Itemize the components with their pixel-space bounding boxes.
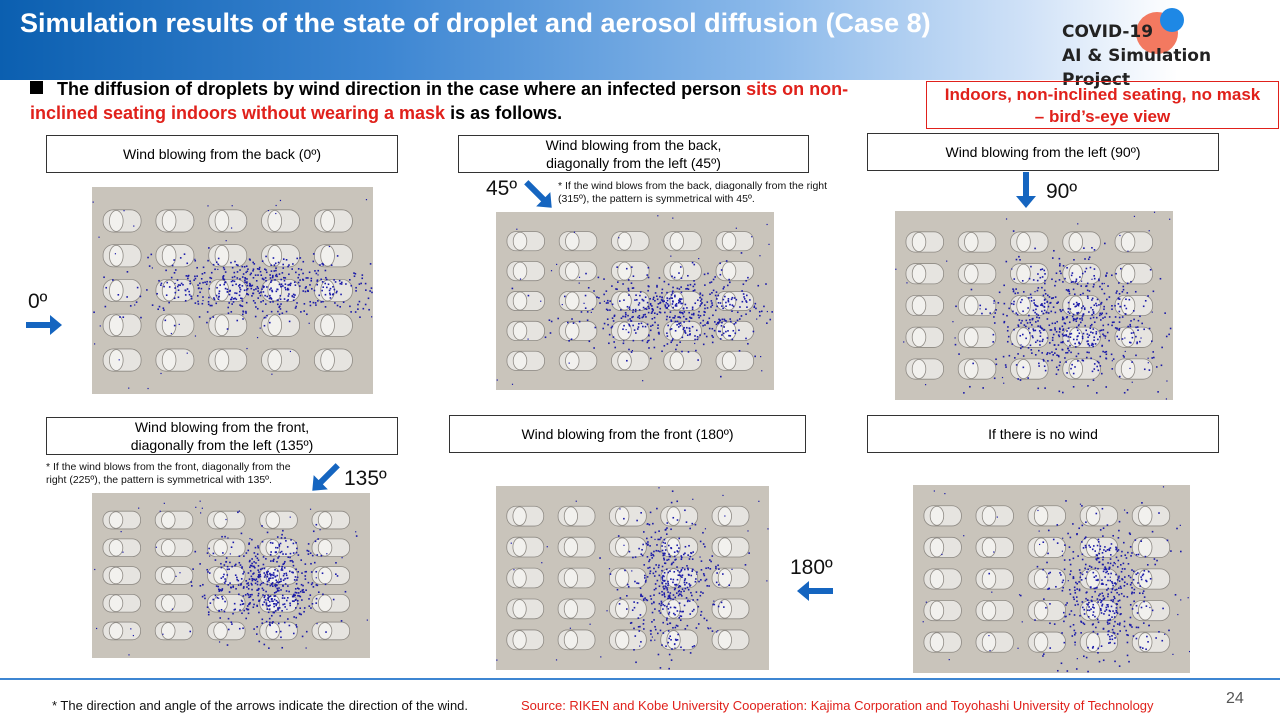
seated-figure: [507, 537, 544, 557]
seated-figure: [611, 321, 649, 340]
seated-figure: [712, 506, 749, 526]
seated-figure: [156, 245, 194, 267]
panel-label-0: [46, 135, 398, 173]
panel-label-90: [867, 133, 1219, 171]
seated-figure: [260, 511, 298, 529]
seated-figure: [609, 630, 646, 650]
seated-figure: [716, 291, 754, 310]
seated-figure: [1115, 359, 1153, 379]
seated-figure: [507, 321, 545, 340]
simulation-render: [496, 486, 769, 670]
seated-figure: [314, 245, 352, 267]
seated-figure: [958, 264, 996, 284]
seated-figure: [559, 232, 597, 251]
seated-figure: [661, 599, 698, 619]
condition-tag-line-2: – bird’s-eye view: [1034, 107, 1171, 126]
seated-figure: [958, 327, 996, 347]
page-title: Simulation results of the state of droplet and aerosol diffusion (Case 8): [20, 8, 931, 38]
seated-figure: [976, 600, 1013, 620]
seated-figure: [155, 622, 193, 640]
condition-tag-line-1: Indoors, non-inclined seating, no mask: [944, 85, 1261, 104]
seated-figure: [558, 630, 595, 650]
seated-figure: [924, 632, 961, 652]
seated-figure: [1028, 569, 1065, 589]
seated-figure: [312, 511, 350, 529]
seated-figure: [103, 511, 141, 529]
seated-figure: [314, 210, 352, 232]
seated-figure: [1028, 537, 1065, 557]
wind-arrow-diagonal-down-left-icon: [305, 458, 345, 498]
seated-figure: [976, 632, 1013, 652]
seated-figure: [1115, 264, 1153, 284]
seated-figure: [262, 245, 300, 267]
seated-figure: [507, 291, 545, 310]
seated-figure: [103, 349, 141, 371]
wind-arrow-left-icon: [795, 571, 835, 611]
simulation-render: [92, 187, 373, 394]
seated-figure: [103, 279, 141, 301]
page-number: 24: [1226, 690, 1244, 707]
seated-figure: [664, 232, 702, 251]
seated-figure: [314, 314, 352, 336]
simulation-image-no-wind: [913, 485, 1190, 673]
square-bullet-icon: [30, 81, 43, 94]
symmetry-note-45: * If the wind blows from the back, diagonally from the right (315º), the pattern is symmetrical with 45º.: [558, 180, 828, 205]
degree-label-180: 180º: [790, 556, 833, 579]
seated-figure: [976, 537, 1013, 557]
seated-figure: [507, 232, 545, 251]
seated-figure: [716, 232, 754, 251]
seated-figure: [712, 537, 749, 557]
seated-figure: [609, 506, 646, 526]
degree-label-90: 90º: [1046, 180, 1078, 203]
seated-figure: [1132, 632, 1169, 652]
seated-figure: [558, 506, 595, 526]
seated-figure: [559, 262, 597, 281]
seated-figure: [507, 568, 544, 588]
seated-figure: [559, 321, 597, 340]
seated-figure: [155, 567, 193, 585]
seated-figure: [262, 314, 300, 336]
seated-figure: [906, 359, 944, 379]
seated-figure: [507, 351, 545, 370]
seated-figure: [155, 594, 193, 612]
seated-figure: [260, 539, 298, 557]
panel-label-180: [449, 415, 806, 453]
simulation-image-0: [92, 187, 373, 394]
source-credit: Source: RIKEN and Kobe University Cooperation: Kajima Corporation and Toyohashi University of Technology: [521, 698, 1154, 713]
seated-figure: [558, 599, 595, 619]
simulation-render: [913, 485, 1190, 673]
seated-figure: [103, 567, 141, 585]
seated-figure: [156, 349, 194, 371]
seated-figure: [155, 539, 193, 557]
seated-figure: [262, 279, 300, 301]
seated-figure: [611, 232, 649, 251]
panel-label-45-text: Wind blowing from the back, diagonally from the left (45º): [545, 137, 722, 171]
seated-figure: [558, 568, 595, 588]
seated-figure: [924, 506, 961, 526]
seated-figure: [712, 568, 749, 588]
seated-figure: [209, 314, 247, 336]
panel-label-135-text: Wind blowing from the front, diagonally from the left (135º): [130, 419, 314, 453]
seated-figure: [1132, 506, 1169, 526]
seated-figure: [1010, 232, 1048, 252]
seated-figure: [712, 599, 749, 619]
seated-figure: [1010, 327, 1048, 347]
seated-figure: [209, 210, 247, 232]
seated-figure: [1115, 327, 1153, 347]
logo-line-1: COVID-19: [1062, 22, 1154, 42]
seated-figure: [1115, 295, 1153, 315]
seated-figure: [1028, 600, 1065, 620]
seated-figure: [103, 594, 141, 612]
seated-figure: [207, 622, 245, 640]
seated-figure: [906, 295, 944, 315]
seated-figure: [976, 506, 1013, 526]
seated-figure: [664, 291, 702, 310]
seated-figure: [906, 327, 944, 347]
seated-figure: [312, 539, 350, 557]
seated-figure: [906, 232, 944, 252]
seated-figure: [507, 262, 545, 281]
seated-figure: [314, 279, 352, 301]
footer-divider: [0, 678, 1280, 680]
panel-label-90-text: Wind blowing from the left (90º): [945, 144, 1141, 160]
seated-figure: [312, 622, 350, 640]
degree-label-0: 0º: [28, 290, 48, 313]
panel-label-180-text: Wind blowing from the front (180º): [521, 426, 734, 442]
seated-figure: [103, 210, 141, 232]
seated-figure: [314, 349, 352, 371]
seated-figure: [976, 569, 1013, 589]
seated-figure: [1132, 600, 1169, 620]
intro-text-emphasis: sits on non-inclined seating indoors without wearing a mask: [30, 79, 849, 123]
seated-figure: [103, 622, 141, 640]
simulation-image-90: [895, 211, 1173, 400]
seated-figure: [611, 262, 649, 281]
seated-figure: [209, 349, 247, 371]
seated-figure: [558, 537, 595, 557]
condition-tag: [926, 81, 1279, 129]
seated-figure: [262, 210, 300, 232]
seated-figure: [1028, 632, 1065, 652]
seated-figure: [1010, 264, 1048, 284]
seated-figure: [1010, 359, 1048, 379]
seated-figure: [507, 599, 544, 619]
simulation-render: [92, 493, 370, 658]
footnote: * The direction and angle of the arrows indicate the direction of the wind.: [52, 698, 469, 713]
seated-figure: [924, 569, 961, 589]
degree-label-135: 135º: [344, 467, 387, 490]
seated-figure: [312, 594, 350, 612]
wind-arrow-diagonal-down-right-icon: [519, 175, 559, 215]
simulation-image-135: [92, 493, 370, 658]
seated-figure: [924, 537, 961, 557]
seated-figure: [906, 264, 944, 284]
simulation-image-180: [496, 486, 769, 670]
seated-figure: [559, 291, 597, 310]
seated-figure: [103, 314, 141, 336]
seated-figure: [611, 351, 649, 370]
seated-figure: [664, 351, 702, 370]
panel-label-45: [458, 135, 809, 173]
intro-text-3: is as follows.: [445, 103, 563, 123]
seated-figure: [312, 567, 350, 585]
seated-figure: [156, 210, 194, 232]
seated-figure: [209, 245, 247, 267]
intro-bullet: [30, 77, 910, 125]
seated-figure: [155, 511, 193, 529]
logo-line-2: AI & Simulation Project: [1062, 46, 1212, 90]
simulation-image-45: [496, 212, 774, 390]
simulation-render: [895, 211, 1173, 400]
seated-figure: [507, 506, 544, 526]
panel-label-no-wind-text: If there is no wind: [988, 426, 1098, 442]
panel-label-no-wind: [867, 415, 1219, 453]
seated-figure: [103, 539, 141, 557]
seated-figure: [958, 232, 996, 252]
panel-label-0-text: Wind blowing from the back (0º): [122, 146, 322, 162]
seated-figure: [958, 359, 996, 379]
seated-figure: [262, 349, 300, 371]
seated-figure: [924, 600, 961, 620]
seated-figure: [260, 622, 298, 640]
wind-arrow-down-icon: [1006, 170, 1046, 210]
seated-figure: [1115, 232, 1153, 252]
intro-text-1: The diffusion of droplets by wind direction in the case where an infected person: [57, 79, 747, 99]
wind-arrow-right-icon: [24, 305, 64, 345]
panel-label-135: [46, 417, 398, 455]
seated-figure: [103, 245, 141, 267]
seated-figure: [507, 630, 544, 650]
seated-figure: [664, 262, 702, 281]
seated-figure: [716, 351, 754, 370]
seated-figure: [1028, 506, 1065, 526]
seated-figure: [559, 351, 597, 370]
seated-figure: [609, 599, 646, 619]
simulation-render: [496, 212, 774, 390]
symmetry-note-135: * If the wind blows from the front, diagonally from the right (225º), the pattern is symmetrical with 135º.: [46, 461, 291, 486]
degree-label-45: 45º: [486, 177, 518, 200]
seated-figure: [712, 630, 749, 650]
